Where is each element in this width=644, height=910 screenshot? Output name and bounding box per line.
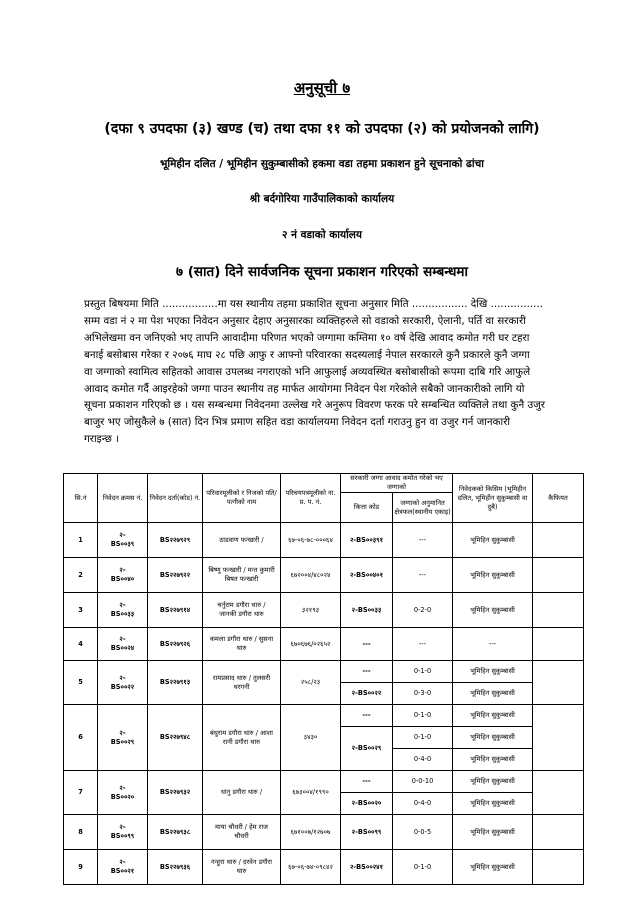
cell-name-line: रामप्रसाद थारु / तुलसरी [212,673,271,682]
cell-remarks [533,523,584,558]
cell-name [203,661,281,705]
cell-area: 0-4-0 [393,793,453,815]
cell-registration-no: BS२२७९३६ [148,850,203,885]
cell-registration-no: BS२२७९१३ [148,661,203,705]
cell-area: 0-0-5 [393,815,453,850]
cell-application-no-line: BS००२२ [110,682,135,691]
cell-sn: 7 [64,771,98,815]
header-area: जग्गाको अनुमानित क्षेत्रफल(स्थानीय एकाइ) [393,493,453,523]
cell-category: भूमिहिन सुकुम्बासी [453,705,533,727]
cell-kitta: --- [341,705,393,727]
cell-application-no-line: BS००२९ [110,737,135,746]
cell-application-no-line: २- [119,728,126,737]
cell-application-no-line: २- [119,673,126,682]
cell-name-line: चर्नुराम डगौरा थारु / [217,601,266,609]
cell-application-no-line: BS००२१ [110,867,135,875]
clause-reference: (दफा ९ उपदफा (३) खण्ड (च) तथा दफा ११ को उपदफा (२) को प्रयोजनको लागि) [104,121,540,137]
cell-name-line: चौधरी [234,832,249,840]
cell-kitta: २-BS००२४१ [341,850,393,885]
cell-category: --- [453,628,533,661]
notice-body [84,296,574,448]
cell-application-no [98,593,148,628]
header-land-group: सरकारी जग्गा आवाद कमोत गरेको भए जग्गाको [341,474,453,493]
body-line: बनाई बसोबास गरेका र २०७६ माघ २८ पछि आफु र आफ्नो परिवारका सदस्यलाई नेपाल सरकारले कुनै प्रकारले कुनै जग्गा [84,348,530,361]
cell-kitta: २-BS००३९१ [341,523,393,558]
body-line: सूचना प्रकाशन गरिएको छ । यस सम्बन्धमा निवेदनमा उल्लेख गरे अनुरूप विवरण फरक परे सम्बन्धित व्यक्तिले तथा कुनै उजुर [84,399,545,412]
header-registration-no: निवेदन दर्ता(कोड) नं. [148,474,203,523]
cell-name-line: ठाडवाण फन्खारी / [219,535,264,544]
cell-name-line: थरगनी [233,682,250,691]
cell-kitta: २-BS००४०१ [341,558,393,593]
cell-name-line: रानी डगौरा थारु [222,737,261,746]
cell-sn: 5 [64,661,98,705]
cell-citizenship: ६७०६७६/०२६५२ [281,628,341,661]
cell-kitta: २-BS००३३ [341,593,393,628]
cell-application-no-line: BS००२४ [110,644,135,652]
cell-name-line: धानु डगौरा थारु / [220,788,263,796]
cell-name [203,628,281,661]
cell-area: --- [393,523,453,558]
ward-office: २ नं वडाको कार्यालय [281,229,362,241]
cell-name-line: बिष्णु फन्खारी / मन्त कुमारी [208,566,275,574]
cell-application-no-line: २- [119,783,126,792]
cell-kitta: २-BS००९९ [341,815,393,850]
cell-application-no-line: BS००९९ [110,832,135,840]
cell-application-no [98,850,148,885]
cell-application-no-line: २- [119,566,126,574]
cell-citizenship: ६७३००४/१९९० [281,771,341,815]
body-line: सम्म वडा नं २ मा पेश भएका निवेदन अनुसार देहाए अनुसारका व्यक्तिहरुले सो वडाको सरकारी, ऐलानी, पर्ति वा सरकारी [84,314,526,327]
cell-application-no [98,815,148,850]
cell-area: --- [393,558,453,593]
table-row [64,558,584,593]
cell-citizenship: ६७१००७/१२७०७ [281,815,341,850]
cell-name-line: थारु [236,867,247,875]
cell-sn: 4 [64,628,98,661]
cell-area: --- [393,628,453,661]
cell-name-line: बंधुराम डगौरा थारु / आशा [210,728,273,737]
cell-category: भूमिहिन सुकुम्बासी [453,749,533,771]
cell-application-no-line: २- [119,601,126,609]
cell-registration-no: BS२२७९१४ [148,593,203,628]
cell-category: भूमिहिन सुकुम्बासी [453,850,533,885]
cell-application-no-line: BS००३३ [110,610,135,618]
cell-remarks [533,661,584,705]
cell-citizenship: ६७-०६-७८-०००६४ [281,523,341,558]
cell-sn: 9 [64,850,98,885]
cell-citizenship: ३२१९३ [281,593,341,628]
cell-remarks [533,705,584,771]
cell-registration-no: BS२२७९२६ [148,628,203,661]
table-row [64,628,584,661]
annex-title: अनुसूची ७ [293,79,351,97]
cell-application-no [98,558,148,593]
cell-name [203,705,281,771]
cell-name-line: नन्हुरा थारु / दरवेन डगौरा [211,858,272,866]
cell-remarks [533,771,584,815]
cell-area: 0-1-0 [393,705,453,727]
cell-name [203,815,281,850]
cell-name-line: जानकी डगौरा थारु [219,610,264,618]
notice-subject: भूमिहीन दलित / भूमिहीन सुकुम्बासीको हकमा वडा तहमा प्रकाशन हुने सूचनाको ढांचा [160,158,484,170]
table-row [64,771,584,793]
cell-application-no-line: BS००४० [110,575,135,583]
table-row [64,523,584,558]
applicant-table [63,473,584,885]
cell-application-no [98,523,148,558]
cell-area: 0-1-0 [393,727,453,749]
cell-application-no [98,628,148,661]
cell-sn: 3 [64,593,98,628]
cell-kitta: २-BS००२२ [341,683,393,705]
cell-remarks [533,815,584,850]
cell-registration-no: BS२२७९४८ [148,705,203,771]
cell-category: भूमिहिन सुकुम्बासी [453,793,533,815]
cell-area: 0-4-0 [393,749,453,771]
cell-kitta: --- [341,628,393,661]
cell-sn: 2 [64,558,98,593]
cell-registration-no: BS२२७९३८ [148,815,203,850]
body-line: अभिलेखमा वन जनिएको भए तापनि आवादीमा परिणत भएको जग्गामा कम्तिमा १० वर्ष देखि आवाद कमोत गरी घर टहरा [84,331,530,344]
cell-area: 0-2-0 [393,593,453,628]
cell-remarks [533,593,584,628]
cell-application-no [98,771,148,815]
table-row [64,593,584,628]
cell-category: भूमिहिन सुकुम्बासी [453,683,533,705]
cell-application-no-line: २- [119,531,126,539]
cell-remarks [533,628,584,661]
body-line: प्रस्तुत बिषयमा मिति .................मा यस स्थानीय तहमा प्रकाशित सूचना अनुसार मिति ................. देखि ................ [84,298,543,310]
header-kitta: कित्ता कोड [341,493,393,523]
cell-citizenship: ३४३० [281,705,341,771]
cell-area: 0-1-0 [393,661,453,683]
cell-registration-no: BS२२७९२९ [148,523,203,558]
body-line: गराइन्छ । [84,433,120,446]
table-row [64,850,584,885]
cell-kitta: --- [341,661,393,683]
cell-category: भूमिहिन सुकुम्बासी [453,523,533,558]
cell-sn: 8 [64,815,98,850]
cell-name-line: बिषत फन्खारी [224,575,259,583]
cell-category: भूमिहिन सुकुम्बासी [453,771,533,793]
cell-citizenship: ६७-०६-७४-०९८४२ [281,850,341,885]
cell-application-no-line: BS००३९ [110,540,135,548]
cell-name [203,523,281,558]
cell-sn: 1 [64,523,98,558]
cell-category: भूमिहिन सुकुम्बासी [453,815,533,850]
header-application-no: निवेदन क्रमस नं. [98,474,148,523]
header-sn: सि.नं [64,474,98,523]
header-category: निवेदकको किसिम (भूमिहीन दलित, भूमिहीन सुकुम्बासी वा दुबै) [453,474,533,523]
cell-application-no-line: २- [119,635,126,643]
cell-application-no [98,705,148,771]
cell-sn: 6 [64,705,98,771]
cell-remarks [533,558,584,593]
cell-name-line: माया चौधरी / हेम राज [215,823,268,831]
cell-application-no-line: २- [119,858,126,866]
cell-name-line: कमला डगौरा थारु / सुसना [209,635,274,643]
table-body [64,523,584,885]
cell-kitta: २-BS००२० [341,793,393,815]
cell-application-no [98,661,148,705]
cell-citizenship: २५८/२३ [281,661,341,705]
body-line: आवाद कमोत गर्दै आइरहेको जग्गा पाउन स्थानीय तह मार्फत आयोगमा निवेदन पेश गरेकोले सबैको जानकारीको लागि यो [84,382,525,395]
cell-category: भूमिहिन सुकुम्बासी [453,727,533,749]
cell-area: 0-0-10 [393,771,453,793]
cell-area: 0-1-0 [393,850,453,885]
office-name: श्री बर्दगोरिया गाउँपालिकाको कार्यालय [249,193,395,205]
cell-kitta: २-BS००२९ [341,727,393,771]
cell-citizenship: ६७२००४/४८०२४ [281,558,341,593]
cell-area: 0-3-0 [393,683,453,705]
header-name: परिवारमूलीको र निजको पति/पत्नीको नाम [203,474,281,523]
cell-name [203,850,281,885]
cell-kitta: --- [341,771,393,793]
cell-name [203,593,281,628]
cell-registration-no: BS२२७९२२ [148,558,203,593]
cell-category: भूमिहिन सुकुम्बासी [453,558,533,593]
table-row [64,705,584,727]
table-row [64,815,584,850]
cell-application-no-line: BS००२० [110,792,135,801]
header-citizenship: परिचयपत्रमूलीको ना. प्र. प. नं. [281,474,341,523]
body-line: वा जग्गाको स्वामित्व सहितको आवास उपलब्ध नगराएको भनि आफुलाई अव्यवस्थित बसोबासीको रूपमा दाबि गरि आफुले [84,365,531,378]
cell-registration-no: BS२२७९३२ [148,771,203,815]
cell-remarks [533,850,584,885]
notice-title: ७ (सात) दिने सार्वजनिक सूचना प्रकाशन गरिएको सम्बन्धमा [176,264,468,280]
cell-name-line: थारु [236,644,247,652]
body-line: बाजुर भए जोसुकैले ७ (सात) दिन भित्र प्रमाण सहित वडा कार्यालयमा निवेदन दर्ता गराउनु हुन वा उजुर गर्न जानकारी [84,416,511,429]
cell-application-no-line: २- [119,823,126,831]
cell-category: भूमिहिन सुकुम्बासी [453,593,533,628]
cell-name [203,558,281,593]
cell-name [203,771,281,815]
header-remarks: कैफियत [533,474,584,523]
table-row [64,661,584,683]
cell-category: भूमिहिन सुकुम्बासी [453,661,533,683]
